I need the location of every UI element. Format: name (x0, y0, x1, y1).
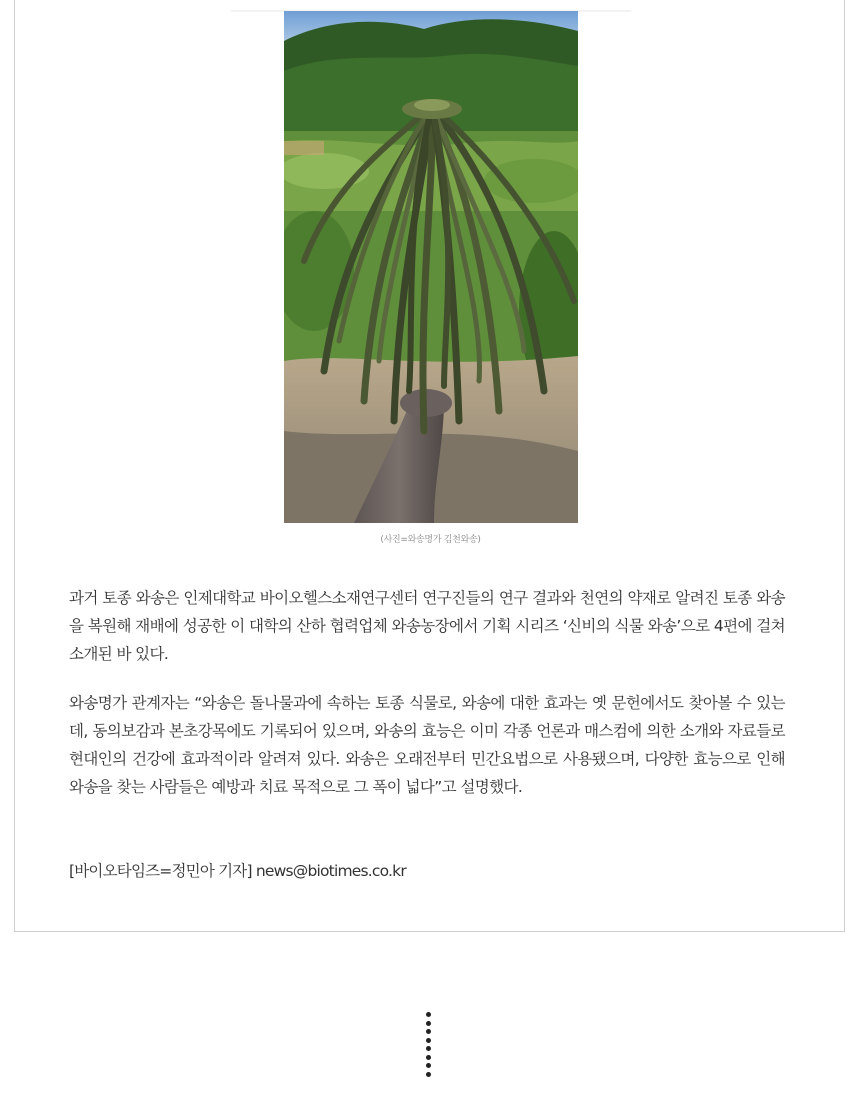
photo-caption: (사진=와송명가 김천와송) (380, 535, 481, 545)
vertical-ellipsis-icon (424, 1012, 432, 1076)
article-paragraph-2: 와송명가 관계자는 “와송은 돌나물과에 속하는 토종 식물로, 와송에 대한 효과는 옛 문헌에서도 찾아볼 수 있는데, 동의보감과 본초강목에도 기록되어 있으며, 와송의 효능은 이미 각종 언론과 매스컴에 의한 소개와 자료들로 현대인의 건강에 효과적이라 알려져 있다. 와송은 오래전부터 민간요법으로 사용됐으며, 다양한 효능으로 인해 와송을 찾는 사람들은 예방과 치료 목적으로 그 폭이 넓다”고 설명했다. (69, 694, 785, 796)
article-paragraph-1: 과거 토종 와송은 인제대학교 바이오헬스소재연구센터 연구진들의 연구 결과와 천연의 약재로 알려진 토종 와송을 복원해 재배에 성공한 이 대학의 산하 협력업체 와송농장에서 기획 시리즈 ‘신비의 식물 와송’으로 4편에 걸쳐 소개된 바 있다. (69, 589, 785, 663)
article-card (14, 0, 845, 932)
article-byline: [바이오타임즈=정민아 기자] news@biotimes.co.kr (69, 862, 406, 880)
wasong-plant-image (284, 11, 578, 523)
article-photo (284, 11, 578, 523)
